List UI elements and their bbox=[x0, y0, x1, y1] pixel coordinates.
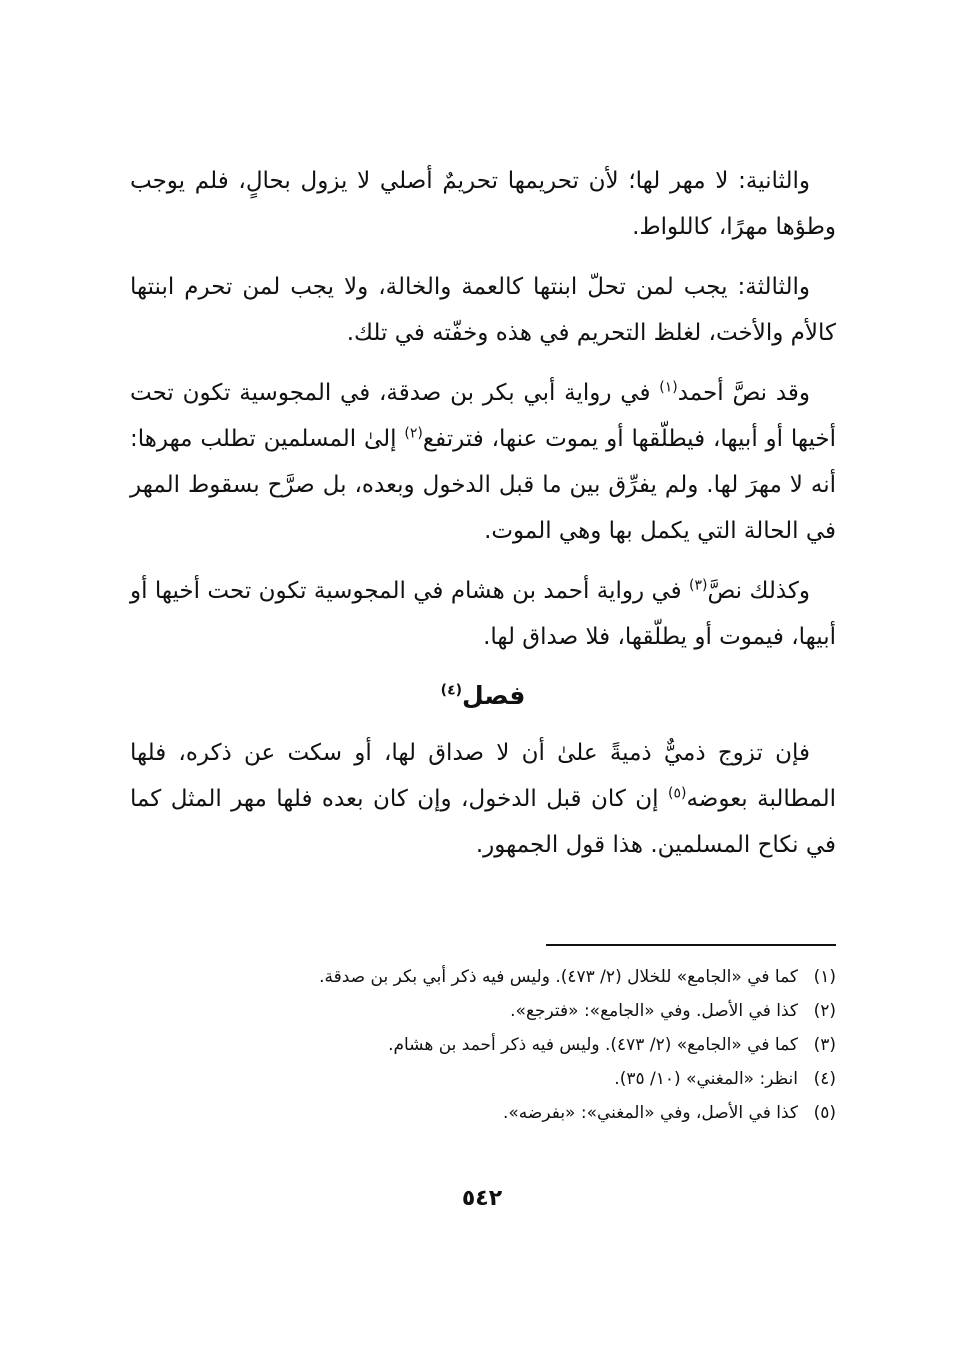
footnote-text: كما في «الجامع» للخلال (٢/ ٤٧٣). وليس فيه ذكر أبي بكر بن صدقة. bbox=[319, 967, 798, 987]
footnote-divider bbox=[546, 944, 836, 946]
paragraph-text: في رواية أبي بكر بن صدقة، في المجوسية تكون تحت أخيها أو أبيها، فيطلّقها أو يموت عنها، فترتفع bbox=[130, 380, 836, 452]
footnote-item bbox=[130, 1062, 836, 1096]
footnote-number: (٢) bbox=[813, 1001, 836, 1021]
footnote-number: (٣) bbox=[813, 1035, 836, 1055]
paragraph-ahmad-text bbox=[130, 370, 836, 554]
paragraph-dhimmi-marriage bbox=[130, 730, 836, 868]
footnote-item bbox=[130, 960, 836, 994]
paragraph-likewise bbox=[130, 568, 836, 660]
footnote-number: (٥) bbox=[813, 1103, 836, 1123]
footnote-marker[interactable]: (٣) bbox=[689, 577, 708, 594]
footnote-marker[interactable]: (٢) bbox=[404, 425, 423, 442]
footnotes bbox=[130, 960, 836, 1130]
section-heading bbox=[130, 674, 836, 718]
footnote-item bbox=[130, 1028, 836, 1062]
paragraph-third-view bbox=[130, 264, 836, 356]
paragraph-text: وقد نصَّ أحمد bbox=[677, 380, 811, 406]
footnote-text: كذا في الأصل. وفي «الجامع»: «فترجع». bbox=[510, 1001, 798, 1021]
footnote-item bbox=[130, 994, 836, 1028]
footnote-text: انظر: «المغني» (١٠/ ٣٥). bbox=[614, 1069, 798, 1089]
paragraph-text: في رواية أحمد بن هشام في المجوسية تكون تحت أخيها أو أبيها، فيموت أو يطلّقها، فلا صداق لها. bbox=[130, 578, 836, 650]
footnote-marker[interactable]: (٤) bbox=[440, 682, 463, 699]
footnote-number: (١) bbox=[813, 967, 836, 987]
page-number: ٥٤٢ bbox=[461, 1186, 503, 1211]
paragraph-second-view bbox=[130, 158, 836, 250]
paragraph-text: والثانية: لا مهر لها؛ لأن تحريمها تحريمٌ أصلي لا يزول بحالٍ، فلم يوجب وطؤها مهرًا، كاللواط. bbox=[130, 168, 836, 240]
paragraph-text: والثالثة: يجب لمن تحلّ ابنتها كالعمة والخالة، ولا يجب لمن تحرم ابنتها كالأم والأخت، لغلظ التحريم في هذه وخفّته في تلك. bbox=[130, 274, 836, 346]
paragraph-text: إلىٰ المسلمين تطلب مهرها: أنه لا مهرَ لها. ولم يفرِّق بين ما قبل الدخول وبعده، بل صرَّح بسقوط المهر في الحالة التي يكمل بها وهي الموت. bbox=[130, 426, 836, 544]
footnote-marker[interactable]: (٥) bbox=[668, 785, 687, 802]
main-text bbox=[130, 158, 836, 882]
footnote-number: (٤) bbox=[813, 1069, 836, 1089]
paragraph-text: وكذلك نصَّ bbox=[707, 578, 810, 604]
footnote-marker[interactable]: (١) bbox=[659, 379, 678, 396]
footnote-text: كذا في الأصل، وفي «المغني»: «بفرضه». bbox=[502, 1103, 798, 1123]
paragraph-text: فإن تزوج ذميٌّ ذميةً علىٰ أن لا صداق لها، أو سكت عن ذكره، فلها المطالبة بعوضه bbox=[130, 740, 836, 812]
section-title: فصل bbox=[462, 681, 526, 710]
footnote-item bbox=[130, 1096, 836, 1130]
paragraph-text: إن كان قبل الدخول، وإن كان بعده فلها مهر المثل كما في نكاح المسلمين. هذا قول الجمهور. bbox=[130, 786, 836, 858]
footnote-text: كما في «الجامع» (٢/ ٤٧٣). وليس فيه ذكر أحمد بن هشام. bbox=[388, 1035, 798, 1055]
